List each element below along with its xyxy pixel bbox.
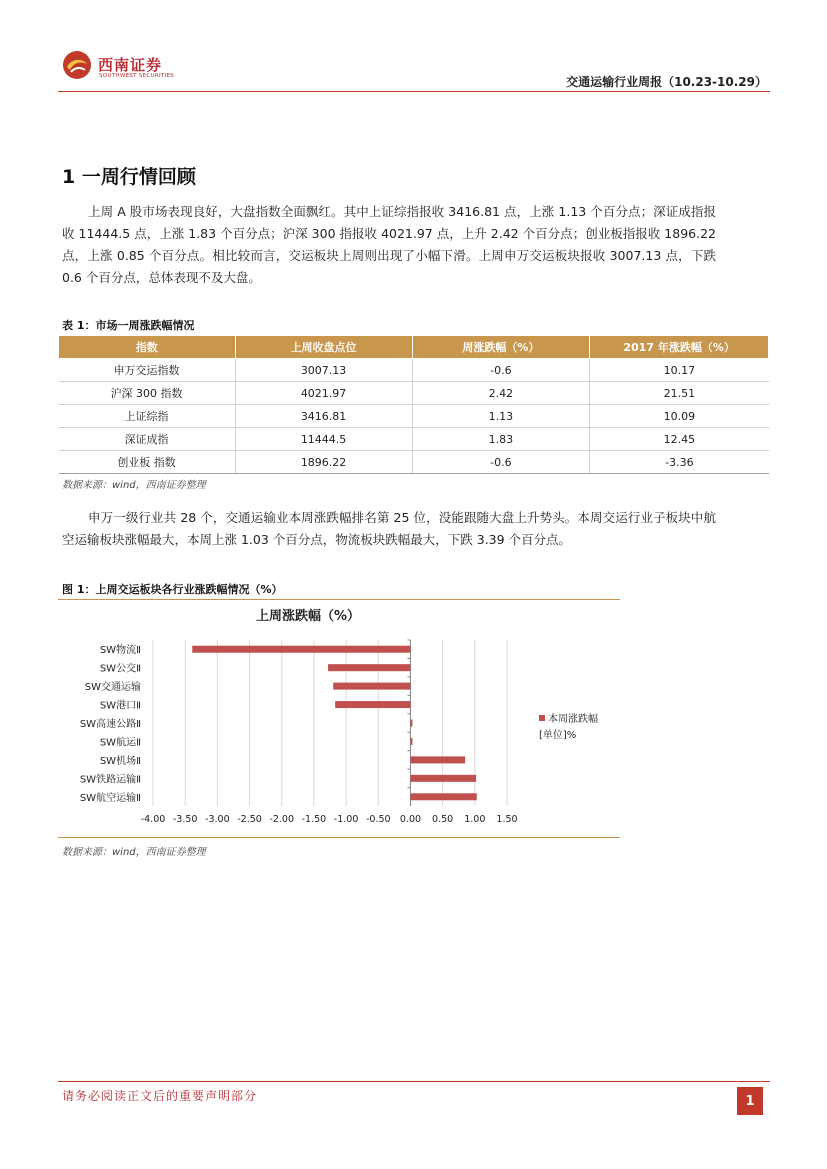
table-row [59,405,769,428]
table-row [59,428,769,451]
company-name-en: SOUTHWEST SECURITIES [99,73,175,79]
table-cell: 创业板 指数 [59,451,236,474]
legend-label: [单位]% [539,730,577,741]
table-caption: 表 1：市场一周涨跌幅情况 [62,319,195,332]
x-tick-label: -1.00 [333,814,359,825]
table-header-row [59,336,769,359]
chart-bar [335,701,410,708]
bar-chart [58,600,620,836]
table-cell: 1896.22 [235,451,412,474]
category-label: SW港口Ⅱ [99,700,141,712]
column-header: 2017 年涨跌幅（%） [590,336,769,359]
figure-caption: 图 1：上周交运板块各行业涨跌幅情况（%） [62,583,283,596]
x-tick-label: -4.00 [140,814,166,825]
category-label: SW机场Ⅱ [99,755,141,767]
category-label: SW交通运输 [84,682,141,694]
x-tick-label: -3.50 [172,814,198,825]
category-label: SW高速公路Ⅱ [79,719,141,730]
category-label: SW铁路运输Ⅱ [79,774,141,786]
x-tick-label: 1.50 [496,814,518,825]
column-header: 指数 [59,336,236,359]
table-source-note: 数据来源：wind，西南证券整理 [62,480,206,491]
table-cell: -3.36 [590,451,769,474]
market-review-paragraph: 上周 A 股市场表现良好，大盘指数全面飘红。其中上证综指报收 3416.81 点，上涨 1.13 个百分点；深证成指报收 11444.5 点，上涨 1.83 个百分点；沪深 300 指报收 4021.97 点，上升 2.42 个百分点；创业板指报收 1896.22 点，上涨 0.85 个百分点。相比较而言，交运板块上周则出现了小幅下滑。上周申万交运板块报收 3007.13 点，下跌 0.6 个百分点，总体表现不及大盘。 [62,204,716,285]
column-header: 上周收盘点位 [235,336,412,359]
section-title: 1 一周行情回顾 [62,166,196,188]
table-cell: 21.51 [590,382,769,405]
table-cell: 2.42 [412,382,590,405]
chart-bar [328,664,410,671]
footer-divider [58,1081,770,1082]
table-cell: 12.45 [590,428,769,451]
table-cell: 11444.5 [235,428,412,451]
chart-bar [410,720,412,727]
company-name: 西南证券 [98,56,163,74]
company-logo-icon [62,50,92,80]
table-cell: 3416.81 [235,405,412,428]
x-tick-label: -2.00 [269,814,295,825]
chart-bar [410,793,476,800]
legend-swatch [539,715,545,721]
disclaimer-note: 请务必阅读正文后的重要声明部分 [62,1089,258,1103]
x-tick-label: -1.50 [301,814,327,825]
figure-source-note: 数据来源：wind，西南证券整理 [62,847,206,858]
table-cell: 深证成指 [59,428,236,451]
figure-bottom-rule [58,837,620,838]
x-tick-label: -0.50 [365,814,391,825]
report-title: 交通运输行业周报（10.23-10.29） [566,75,767,89]
table-cell: -0.6 [412,451,590,474]
table-row [59,451,769,474]
category-label: SW物流Ⅱ [99,645,141,657]
page-number: 1 [737,1087,763,1115]
header-divider [58,91,770,92]
table-cell: 3007.13 [235,359,412,382]
x-tick-label: -3.00 [205,814,230,825]
legend-label: 本周涨跌幅 [548,714,598,725]
table-cell: 上证综指 [59,405,236,428]
column-header: 周涨跌幅（%） [412,336,590,359]
table-cell: 10.09 [590,405,769,428]
table-cell: 1.83 [412,428,590,451]
x-tick-label: 0.00 [399,814,422,825]
x-tick-label: 1.00 [464,814,486,825]
chart-bar [410,775,476,782]
chart-bar [333,683,410,690]
category-label: SW航运Ⅱ [99,737,141,749]
chart-bar [410,738,412,745]
x-tick-label: 0.50 [432,814,454,825]
table-cell: 沪深 300 指数 [59,382,236,405]
table-row [59,382,769,405]
x-tick-label: -2.50 [237,814,262,825]
table-cell: 4021.97 [235,382,412,405]
category-label: SW航空运输Ⅱ [79,792,141,804]
category-label: SW公交Ⅱ [99,663,141,675]
table-cell: 10.17 [590,359,769,382]
chart-title: 上周涨跌幅（%） [255,609,361,624]
table-row [59,359,769,382]
industry-ranking-paragraph: 申万一级行业共 28 个，交通运输业本周涨跌幅排名第 25 位，没能跟随大盘上升势头。本周交运行业子板块中航空运输板块涨幅最大，本周上涨 1.03 个百分点，物流板块跌幅最大，下跌 3.39 个百分点。 [62,510,716,547]
chart-bar [410,756,465,763]
table-cell: 1.13 [412,405,590,428]
table-cell: 申万交运指数 [59,359,236,382]
market-change-table [58,335,769,474]
table-cell: -0.6 [412,359,590,382]
chart-bar [192,646,410,653]
